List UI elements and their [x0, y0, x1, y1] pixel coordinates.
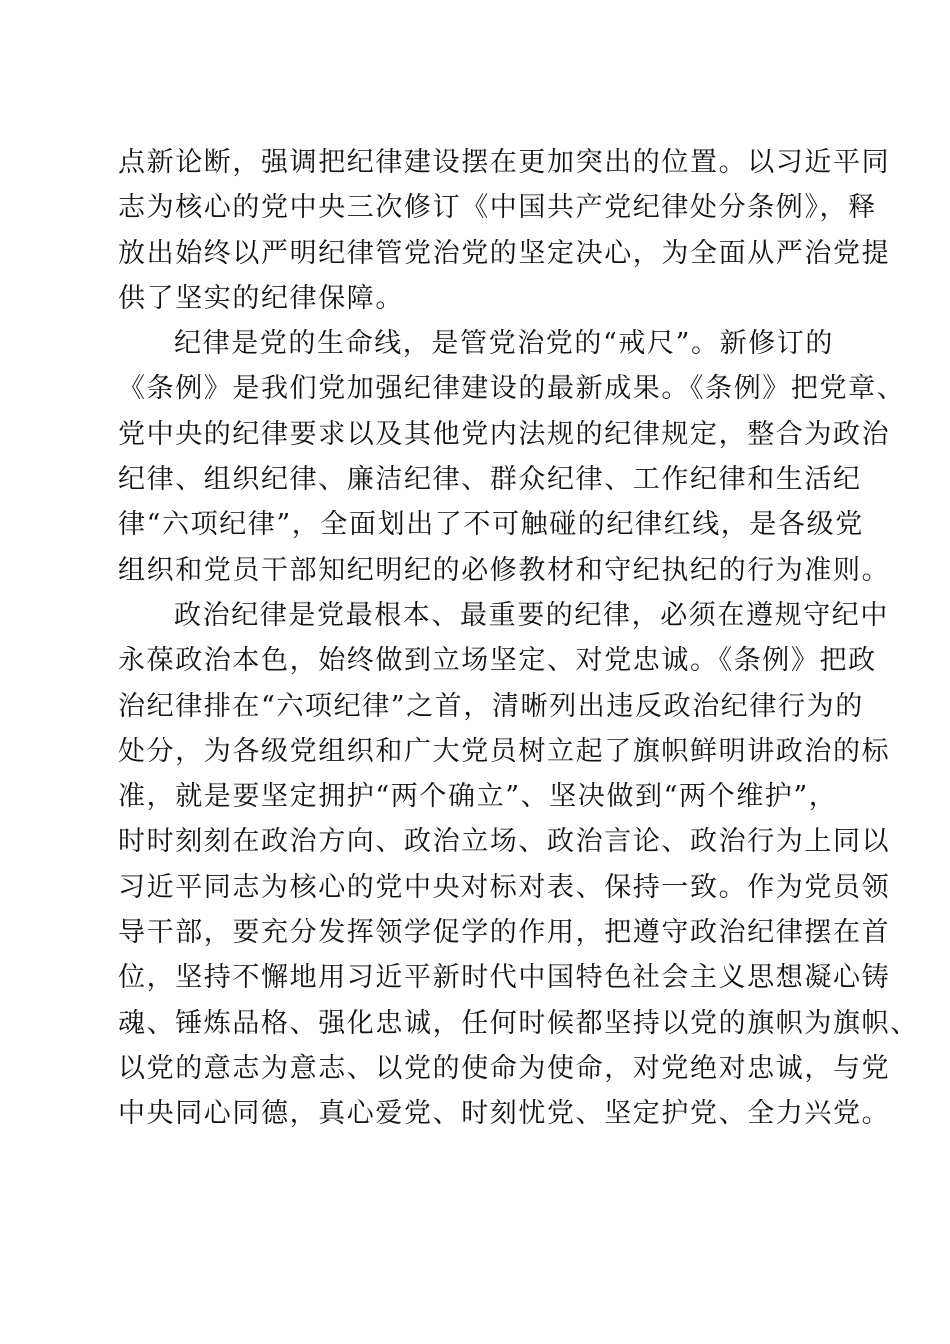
paragraph-2	[118, 321, 906, 593]
text-line: 处分，为各级党组织和广大党员树立起了旗帜鲜明讲政治的标	[118, 735, 891, 767]
text-line: 《条例》是我们党加强纪律建设的最新成果。《条例》把党章、	[118, 373, 906, 405]
text-line: 供了坚实的纪律保障。	[118, 282, 404, 314]
paragraph-1	[118, 140, 891, 321]
text-line: 导干部，要充分发挥领学促学的作用，把遵守政治纪律摆在首	[118, 917, 891, 949]
text-line: 志为核心的党中央三次修订《中国共产党纪律处分条例》，释	[118, 192, 877, 224]
document-body	[118, 140, 919, 1137]
text-line: 治纪律排在“六项纪律”之首，清晰列出违反政治纪律行为的	[118, 690, 864, 722]
text-line: 中央同心同德，真心爱党、时刻忧党、坚定护党、全力兴党。	[118, 1098, 891, 1130]
text-line: 点新论断，强调把纪律建设摆在更加突出的位置。以习近平同	[118, 147, 891, 178]
text-line: 政治纪律是党最根本、最重要的纪律，必须在遵规守纪中	[174, 599, 889, 631]
text-line: 党中央的纪律要求以及其他党内法规的纪律规定，整合为政治	[118, 418, 891, 450]
text-line: 律“六项纪律”，全面划出了不可触碰的纪律红线，是各级党	[118, 509, 864, 541]
text-line: 位，坚持不懈地用习近平新时代中国特色社会主义思想凝心铸	[118, 962, 891, 994]
text-line: 时时刻刻在政治方向、政治立场、政治言论、政治行为上同以	[118, 826, 891, 858]
text-line: 准，就是要坚定拥护“两个确立”、坚决做到“两个维护”，	[118, 781, 838, 813]
text-line: 纪律是党的生命线，是管党治党的“戒尺”。新修订的	[174, 328, 835, 360]
text-line: 纪律、组织纪律、廉洁纪律、群众纪律、工作纪律和生活纪	[118, 464, 862, 496]
paragraph-3	[118, 593, 919, 1137]
text-line: 以党的意志为意志、以党的使命为使命，对党绝对忠诚，与党	[118, 1052, 891, 1084]
text-line: 组织和党员干部知纪明纪的必修教材和守纪执纪的行为准则。	[118, 554, 891, 586]
text-line: 放出始终以严明纪律管党治党的坚定决心，为全面从严治党提	[118, 237, 891, 269]
text-line: 魂、锤炼品格、强化忠诚，任何时候都坚持以党的旗帜为旗帜、	[118, 1007, 919, 1039]
text-line: 习近平同志为核心的党中央对标对表、保持一致。作为党员领	[118, 871, 891, 903]
text-line: 永葆政治本色，始终做到立场坚定、对党忠诚。《条例》把政	[118, 645, 877, 677]
